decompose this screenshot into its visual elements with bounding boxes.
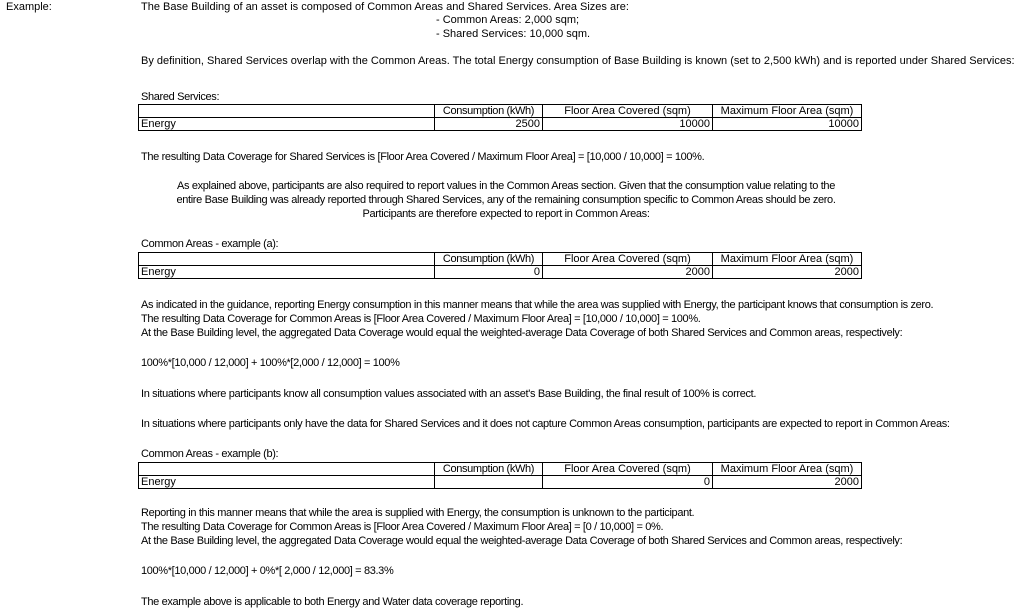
header-consumption: Consumption (kWh) (435, 463, 543, 476)
example-a-line-3: At the Base Building level, the aggregated Data Coverage would equal the weighted-average Data Coverage of both Shared Services and Common areas, respectively: (141, 327, 903, 339)
example-b-line-3: At the Base Building level, the aggregated Data Coverage would equal the weighted-average Data Coverage of both Shared Services and Common areas, respectively: (141, 535, 903, 547)
example-a-line-2: The resulting Data Coverage for Common Areas is [Floor Area Covered / Maximum Floor Area] = [10,000 / 10,000] = 100%. (141, 313, 701, 325)
floor-area-covered-cell: 2000 (543, 266, 713, 279)
header-floor-area-covered: Floor Area Covered (sqm) (543, 463, 713, 476)
explanation-line-1: As explained above, participants are also required to report values in the Common Areas section. Given that the consumption value relating to the (177, 180, 835, 192)
example-a-formula: 100%*[10,000 / 12,000] + 100%*[2,000 / 12,000] = 100% (141, 357, 400, 369)
intro-line-1: The Base Building of an asset is composed of Common Areas and Shared Services. Area Sizes are: (141, 1, 629, 13)
max-floor-area-cell: 10000 (713, 118, 862, 131)
example-b-line-1: Reporting in this manner means that while the area is supplied with Energy, the consumption is unknown to the participant. (141, 507, 695, 519)
table-header-row (139, 253, 862, 266)
shared-services-title: Shared Services: (141, 91, 220, 103)
row-label-cell: Energy (139, 476, 435, 489)
header-floor-area-covered: Floor Area Covered (sqm) (543, 105, 713, 118)
header-blank-cell (139, 253, 435, 266)
row-label-cell: Energy (139, 118, 435, 131)
shared-services-result: The resulting Data Coverage for Shared Services is [Floor Area Covered / Maximum Floor Area] = [10,000 / 10,000] = 100%. (141, 151, 705, 163)
floor-area-covered-cell: 10000 (543, 118, 713, 131)
explanation-line-2: entire Base Building was already reported through Shared Services, any of the remaining consumption specific to Common Areas should be zero. (176, 194, 836, 206)
header-max-floor-area: Maximum Floor Area (sqm) (713, 253, 862, 266)
shared-services-table (138, 104, 862, 131)
example-b-formula: 100%*[10,000 / 12,000] + 0%*[ 2,000 / 12,000] = 83.3% (141, 565, 394, 577)
consumption-cell: 0 (435, 266, 543, 279)
intro-bullet-shared-services: - Shared Services: 10,000 sqm. (436, 28, 591, 40)
max-floor-area-cell: 2000 (713, 266, 862, 279)
example-label: Example: (6, 1, 52, 13)
intro-bullet-common-areas: - Common Areas: 2,000 sqm; (436, 14, 580, 26)
table-header-row (139, 463, 862, 476)
example-a-table (138, 252, 862, 279)
row-label-cell: Energy (139, 266, 435, 279)
table-row (139, 118, 862, 131)
header-blank-cell (139, 105, 435, 118)
header-max-floor-area: Maximum Floor Area (sqm) (713, 463, 862, 476)
header-max-floor-area: Maximum Floor Area (sqm) (713, 105, 862, 118)
floor-area-covered-cell: 0 (543, 476, 713, 489)
note-shared-services-only: In situations where participants only have the data for Shared Services and it does not capture Common Areas consumption, participants are expected to report in Common Areas: (141, 418, 950, 430)
explanation-line-3: Participants are therefore expected to report in Common Areas: (362, 208, 650, 220)
table-row (139, 476, 862, 489)
header-floor-area-covered: Floor Area Covered (sqm) (543, 253, 713, 266)
example-b-line-2: The resulting Data Coverage for Common Areas is [Floor Area Covered / Maximum Floor Area] = [0 / 10,000] = 0%. (141, 521, 664, 533)
example-a-title: Common Areas - example (a): (141, 238, 279, 250)
note-known-consumption: In situations where participants know all consumption values associated with an asset's Base Building, the final result of 100% is correct. (141, 388, 757, 400)
table-row (139, 266, 862, 279)
example-b-table (138, 462, 862, 489)
table-header-row (139, 105, 862, 118)
header-consumption: Consumption (kWh) (435, 253, 543, 266)
closing-note: The example above is applicable to both Energy and Water data coverage reporting. (141, 596, 524, 608)
example-a-line-1: As indicated in the guidance, reporting Energy consumption in this manner means that while the area was supplied with Energy, the participant knows that consumption is zero. (141, 299, 934, 311)
intro-line-2: By definition, Shared Services overlap with the Common Areas. The total Energy consumption of Base Building is known (set to 2,500 kWh) and is reported under Shared Services: (141, 55, 1015, 67)
example-b-title: Common Areas - example (b): (141, 448, 279, 460)
consumption-cell: 2500 (435, 118, 543, 131)
max-floor-area-cell: 2000 (713, 476, 862, 489)
header-consumption: Consumption (kWh) (435, 105, 543, 118)
consumption-cell (435, 476, 543, 489)
header-blank-cell (139, 463, 435, 476)
